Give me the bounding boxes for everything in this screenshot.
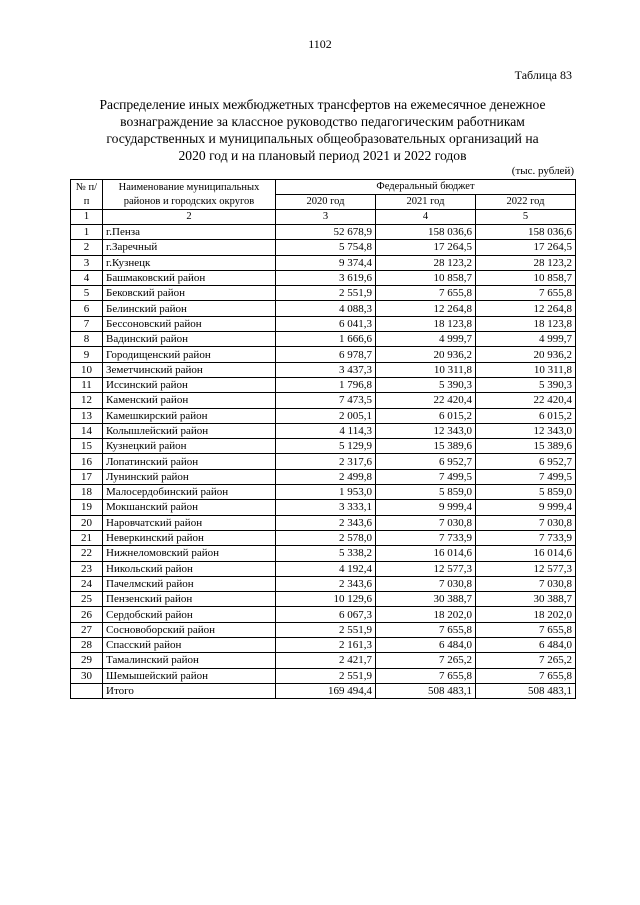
row-value-2021: 7 655,8 (376, 668, 476, 683)
row-name: Вадинский район (103, 332, 276, 347)
row-value-2021: 5 859,0 (376, 485, 476, 500)
table-row (71, 362, 576, 377)
row-value-2022: 5 390,3 (476, 377, 576, 392)
table-row (71, 332, 576, 347)
row-value-2020: 2 551,9 (276, 622, 376, 637)
row-name: Земетчинский район (103, 362, 276, 377)
row-value-2021: 10 858,7 (376, 270, 476, 285)
row-value-2020: 9 374,4 (276, 255, 376, 270)
row-value-2022: 15 389,6 (476, 439, 576, 454)
row-value-2022: 7 265,2 (476, 653, 576, 668)
row-name: Мокшанский район (103, 500, 276, 515)
row-value-2021: 30 388,7 (376, 592, 476, 607)
table-row (71, 240, 576, 255)
row-value-2022: 10 311,8 (476, 362, 576, 377)
total-num-cell (71, 683, 103, 698)
table-row (71, 439, 576, 454)
row-number: 27 (71, 622, 103, 637)
row-name: г.Кузнецк (103, 255, 276, 270)
header-index: 1 (71, 210, 103, 225)
row-name: Колышлейский район (103, 423, 276, 438)
row-value-2020: 3 619,6 (276, 270, 376, 285)
row-number: 29 (71, 653, 103, 668)
table-row (71, 377, 576, 392)
row-name: Сосновоборский район (103, 622, 276, 637)
table-row (71, 500, 576, 515)
row-value-2020: 1 666,6 (276, 332, 376, 347)
row-value-2021: 17 264,5 (376, 240, 476, 255)
row-value-2022: 12 577,3 (476, 561, 576, 576)
row-value-2022: 30 388,7 (476, 592, 576, 607)
row-value-2020: 1 796,8 (276, 377, 376, 392)
row-number: 1 (71, 225, 103, 240)
row-number: 14 (71, 423, 103, 438)
row-number: 4 (71, 270, 103, 285)
row-value-2021: 7 030,8 (376, 515, 476, 530)
row-name: Неверкинский район (103, 530, 276, 545)
row-value-2021: 7 733,9 (376, 530, 476, 545)
row-name: Каменский район (103, 393, 276, 408)
row-value-2020: 2 551,9 (276, 668, 376, 683)
row-value-2020: 5 338,2 (276, 546, 376, 561)
row-value-2020: 6 978,7 (276, 347, 376, 362)
row-value-2020: 4 088,3 (276, 301, 376, 316)
row-value-2021: 9 999,4 (376, 500, 476, 515)
row-name: Иссинский район (103, 377, 276, 392)
table-body (71, 225, 576, 684)
header-index: 5 (476, 210, 576, 225)
table-row (71, 255, 576, 270)
row-value-2020: 3 333,1 (276, 500, 376, 515)
row-value-2022: 9 999,4 (476, 500, 576, 515)
row-value-2021: 7 030,8 (376, 576, 476, 591)
table-row (71, 469, 576, 484)
row-number: 6 (71, 301, 103, 316)
row-number: 21 (71, 530, 103, 545)
table-row (71, 561, 576, 576)
table-row (71, 638, 576, 653)
row-value-2021: 6 952,7 (376, 454, 476, 469)
row-value-2022: 7 030,8 (476, 515, 576, 530)
total-2022: 508 483,1 (476, 683, 576, 698)
row-value-2022: 17 264,5 (476, 240, 576, 255)
table-row (71, 423, 576, 438)
total-label: Итого (103, 683, 276, 698)
table-row (71, 454, 576, 469)
row-value-2020: 2 005,1 (276, 408, 376, 423)
row-number: 18 (71, 485, 103, 500)
row-name: Малосердобинский район (103, 485, 276, 500)
row-value-2020: 2 421,7 (276, 653, 376, 668)
row-name: Никольский район (103, 561, 276, 576)
row-value-2021: 16 014,6 (376, 546, 476, 561)
row-number: 30 (71, 668, 103, 683)
row-value-2022: 7 030,8 (476, 576, 576, 591)
table-row (71, 576, 576, 591)
row-value-2020: 52 678,9 (276, 225, 376, 240)
row-value-2020: 2 578,0 (276, 530, 376, 545)
row-value-2020: 6 067,3 (276, 607, 376, 622)
row-value-2021: 12 264,8 (376, 301, 476, 316)
row-value-2020: 2 343,6 (276, 576, 376, 591)
row-value-2021: 6 015,2 (376, 408, 476, 423)
row-value-2022: 5 859,0 (476, 485, 576, 500)
row-value-2022: 12 343,0 (476, 423, 576, 438)
title-line: государственных и муниципальных общеобразовательных организаций на (106, 131, 539, 146)
row-value-2022: 4 999,7 (476, 332, 576, 347)
header-federal-budget: Федеральный бюджет (276, 180, 576, 195)
row-name: г.Заречный (103, 240, 276, 255)
row-number: 20 (71, 515, 103, 530)
row-value-2020: 2 161,3 (276, 638, 376, 653)
row-name: Кузнецкий район (103, 439, 276, 454)
row-name: Нижнеломовский район (103, 546, 276, 561)
row-value-2021: 7 265,2 (376, 653, 476, 668)
row-value-2020: 7 473,5 (276, 393, 376, 408)
row-value-2020: 2 551,9 (276, 286, 376, 301)
row-value-2020: 1 953,0 (276, 485, 376, 500)
row-value-2021: 10 311,8 (376, 362, 476, 377)
total-2020: 169 494,4 (276, 683, 376, 698)
row-value-2021: 28 123,2 (376, 255, 476, 270)
row-value-2021: 18 123,8 (376, 316, 476, 331)
row-value-2021: 7 655,8 (376, 622, 476, 637)
header-index: 3 (276, 210, 376, 225)
row-number: 13 (71, 408, 103, 423)
table-row (71, 316, 576, 331)
row-value-2021: 7 499,5 (376, 469, 476, 484)
header-name: Наименование муниципальных районов и городских округов (103, 180, 276, 210)
table-title (70, 96, 575, 164)
row-name: Спасский район (103, 638, 276, 653)
table-row (71, 668, 576, 683)
row-number: 17 (71, 469, 103, 484)
row-value-2020: 2 317,6 (276, 454, 376, 469)
row-number: 26 (71, 607, 103, 622)
row-value-2022: 158 036,6 (476, 225, 576, 240)
row-name: Наровчатский район (103, 515, 276, 530)
row-name: Пензенский район (103, 592, 276, 607)
total-row (71, 683, 576, 698)
row-value-2020: 5 754,8 (276, 240, 376, 255)
row-value-2021: 7 655,8 (376, 286, 476, 301)
row-value-2020: 10 129,6 (276, 592, 376, 607)
row-number: 28 (71, 638, 103, 653)
row-value-2022: 7 655,8 (476, 622, 576, 637)
row-name: Сердобский район (103, 607, 276, 622)
table-row (71, 286, 576, 301)
row-value-2020: 5 129,9 (276, 439, 376, 454)
row-value-2021: 20 936,2 (376, 347, 476, 362)
table-row (71, 225, 576, 240)
table-row (71, 393, 576, 408)
row-value-2022: 22 420,4 (476, 393, 576, 408)
row-name: Бессоновский район (103, 316, 276, 331)
row-value-2022: 16 014,6 (476, 546, 576, 561)
row-value-2021: 12 343,0 (376, 423, 476, 438)
table-row (71, 530, 576, 545)
row-value-2020: 4 114,3 (276, 423, 376, 438)
table-row (71, 546, 576, 561)
row-value-2022: 7 733,9 (476, 530, 576, 545)
row-value-2022: 28 123,2 (476, 255, 576, 270)
row-value-2021: 15 389,6 (376, 439, 476, 454)
total-2021: 508 483,1 (376, 683, 476, 698)
row-number: 10 (71, 362, 103, 377)
row-value-2022: 10 858,7 (476, 270, 576, 285)
header-year-2021: 2021 год (376, 195, 476, 210)
row-number: 15 (71, 439, 103, 454)
row-value-2020: 4 192,4 (276, 561, 376, 576)
title-line: Распределение иных межбюджетных трансфертов на ежемесячное денежное (99, 97, 546, 112)
table-row (71, 347, 576, 362)
row-number: 9 (71, 347, 103, 362)
table-row (71, 622, 576, 637)
row-value-2022: 7 655,8 (476, 668, 576, 683)
table-row (71, 515, 576, 530)
table-row (71, 607, 576, 622)
header-index: 4 (376, 210, 476, 225)
row-number: 2 (71, 240, 103, 255)
title-line: вознаграждение за классное руководство педагогическим работникам (120, 114, 525, 129)
row-name: Лопатинский район (103, 454, 276, 469)
table-row (71, 592, 576, 607)
units-label: (тыс. рублей) (511, 165, 574, 177)
table-row (71, 301, 576, 316)
row-value-2022: 7 499,5 (476, 469, 576, 484)
row-name: г.Пенза (103, 225, 276, 240)
row-number: 16 (71, 454, 103, 469)
row-name: Башмаковский район (103, 270, 276, 285)
row-value-2021: 6 484,0 (376, 638, 476, 653)
row-value-2022: 6 952,7 (476, 454, 576, 469)
row-name: Бековский район (103, 286, 276, 301)
row-number: 7 (71, 316, 103, 331)
row-value-2020: 3 437,3 (276, 362, 376, 377)
row-number: 23 (71, 561, 103, 576)
row-value-2022: 6 015,2 (476, 408, 576, 423)
page-number: 1102 (308, 37, 332, 51)
header-year-2020: 2020 год (276, 195, 376, 210)
table-row (71, 408, 576, 423)
title-line: 2020 год и на плановый период 2021 и 2022 годов (178, 148, 467, 163)
row-number: 24 (71, 576, 103, 591)
row-number: 19 (71, 500, 103, 515)
row-value-2021: 12 577,3 (376, 561, 476, 576)
header-num: № п/п (71, 180, 103, 210)
row-value-2020: 2 343,6 (276, 515, 376, 530)
header-index: 2 (103, 210, 276, 225)
row-value-2022: 6 484,0 (476, 638, 576, 653)
table-row (71, 485, 576, 500)
row-number: 8 (71, 332, 103, 347)
row-number: 25 (71, 592, 103, 607)
row-value-2022: 18 123,8 (476, 316, 576, 331)
row-number: 5 (71, 286, 103, 301)
row-value-2022: 20 936,2 (476, 347, 576, 362)
table-row (71, 270, 576, 285)
row-value-2020: 6 041,3 (276, 316, 376, 331)
row-name: Пачелмский район (103, 576, 276, 591)
row-number: 22 (71, 546, 103, 561)
row-value-2021: 4 999,7 (376, 332, 476, 347)
row-value-2022: 18 202,0 (476, 607, 576, 622)
row-value-2022: 7 655,8 (476, 286, 576, 301)
row-name: Тамалинский район (103, 653, 276, 668)
row-value-2022: 12 264,8 (476, 301, 576, 316)
row-number: 12 (71, 393, 103, 408)
row-value-2021: 18 202,0 (376, 607, 476, 622)
row-value-2021: 22 420,4 (376, 393, 476, 408)
table-label: Таблица 83 (514, 68, 572, 82)
row-value-2020: 2 499,8 (276, 469, 376, 484)
row-value-2021: 158 036,6 (376, 225, 476, 240)
transfers-table (70, 179, 576, 699)
row-name: Городищенский район (103, 347, 276, 362)
row-value-2021: 5 390,3 (376, 377, 476, 392)
row-name: Белинский район (103, 301, 276, 316)
header-year-2022: 2022 год (476, 195, 576, 210)
row-name: Лунинский район (103, 469, 276, 484)
row-name: Камешкирский район (103, 408, 276, 423)
row-number: 3 (71, 255, 103, 270)
table-row (71, 653, 576, 668)
row-number: 11 (71, 377, 103, 392)
row-name: Шемышейский район (103, 668, 276, 683)
